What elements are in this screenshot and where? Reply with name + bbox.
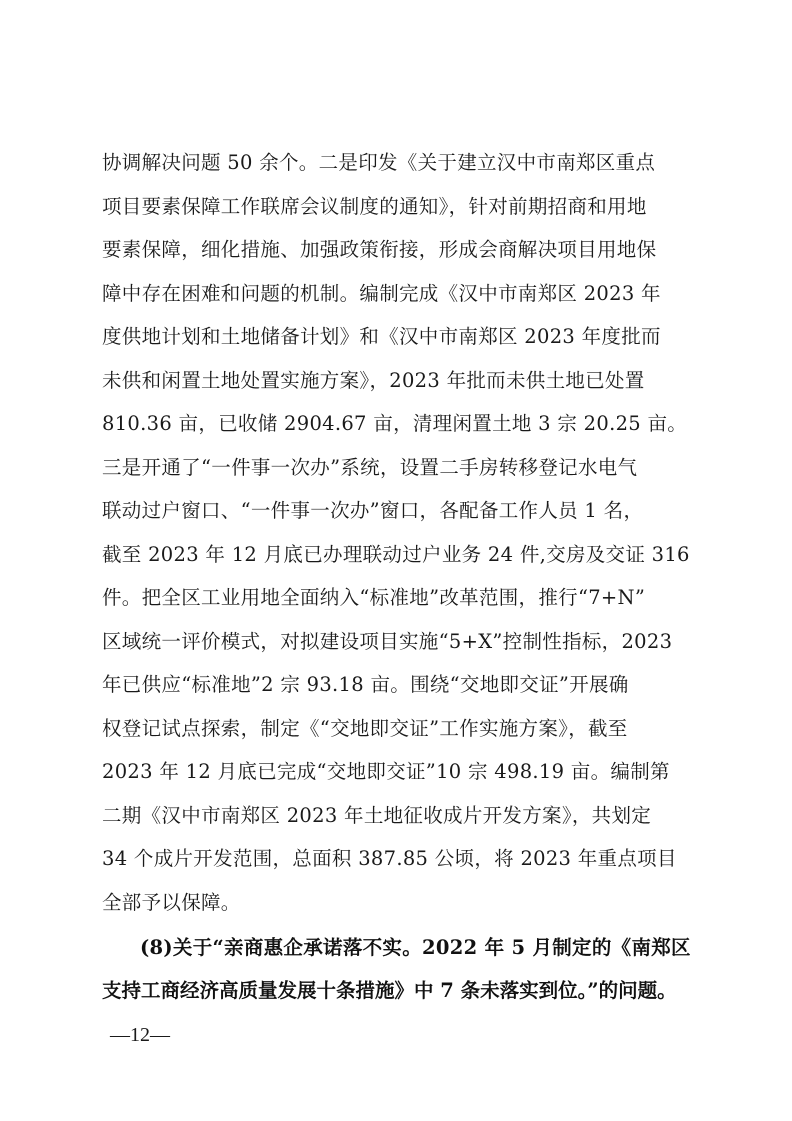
- body-line: 全部予以保障。: [102, 891, 241, 914]
- body-line: 区域统一评价模式，对拟建设项目实施“5+X”控制性指标，2023: [102, 630, 673, 653]
- body-line: 二期《汉中市南郑区 2023 年土地征收成片开发方案》，共划定: [102, 804, 652, 827]
- body-line: 截至 2023 年 12 月底已办理联动过户业务 24 件,交房及交证 316: [102, 543, 690, 566]
- body-line: 权登记试点探索，制定《“交地即交证”工作实施方案》，截至: [102, 717, 628, 740]
- body-line: 项目要素保障工作联席会议制度的通知》，针对前期招商和用地: [102, 195, 647, 218]
- body-line: 联动过户窗口、“一件事一次办”窗口，各配备工作人员 1 名，: [102, 499, 644, 522]
- body-line: 要素保障，细化措施、加强政策衔接，形成会商解决项目用地保: [102, 238, 657, 261]
- body-line: 度供地计划和土地储备计划》和《汉中市南郑区 2023 年度批而: [102, 325, 661, 348]
- section-heading-line: 支持工商经济高质量发展十条措施》中 7 条未落实到位。”的问题。: [102, 979, 677, 1002]
- body-line: 未供和闲置土地处置实施方案》，2023 年批而未供土地已处置: [102, 369, 645, 392]
- section-heading-line: (8)关于“亲商惠企承诺落不实。2022 年 5 月制定的《南郑区: [140, 936, 691, 959]
- body-line: 协调解决问题 50 余个。二是印发《关于建立汉中市南郑区重点: [102, 151, 656, 174]
- body-line: 三是开通了“一件事一次办”系统，设置二手房转移登记水电气: [102, 456, 638, 479]
- page-number: —12—: [110, 1024, 170, 1046]
- body-line: 810.36 亩，已收储 2904.67 亩，清理闲置土地 3 宗 20.25 亩。: [102, 412, 688, 435]
- body-line: 件。把全区工业用地全面纳入“标准地”改革范围，推行“7+N”: [102, 586, 646, 609]
- body-line: 2023 年 12 月底已完成“交地即交证”10 宗 498.19 亩。编制第: [102, 760, 670, 783]
- body-line: 障中存在困难和问题的机制。编制完成《汉中市南郑区 2023 年: [102, 282, 661, 305]
- body-line: 34 个成片开发范围，总面积 387.85 公顷，将 2023 年重点项目: [102, 847, 677, 870]
- body-line: 年已供应“标准地”2 宗 93.18 亩。围绕“交地即交证”开展确: [102, 673, 629, 696]
